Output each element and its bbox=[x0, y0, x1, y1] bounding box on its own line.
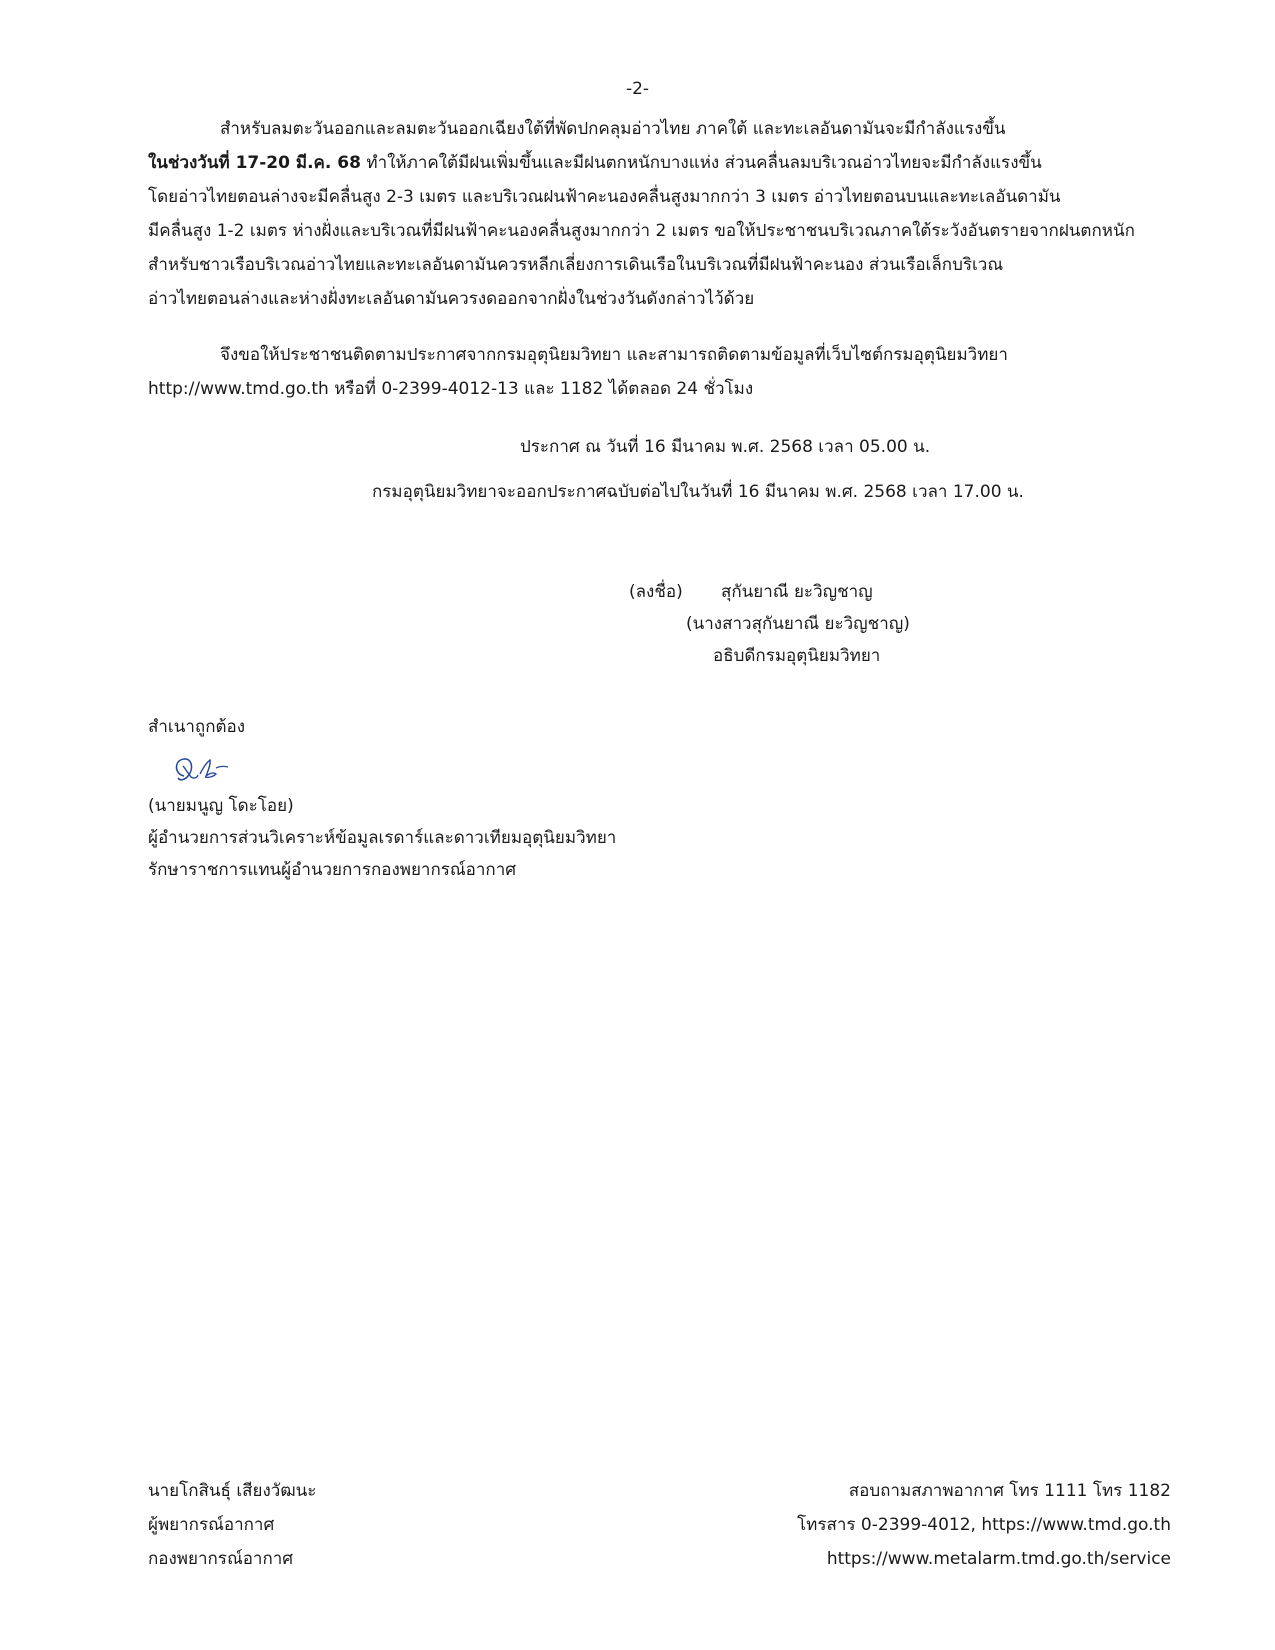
paragraph-follow-announcements bbox=[148, 338, 1130, 406]
signed-label: (ลงชื่อ) bbox=[629, 582, 683, 602]
certifier-name: (นายมนูญ โดะโอย) bbox=[148, 796, 294, 816]
footer-forecaster bbox=[148, 1474, 316, 1576]
certifier-position: ผู้อำนวยการส่วนวิเคราะห์ข้อมูลเรดาร์และดาวเทียมอุตุนิยมวิทยา bbox=[148, 828, 617, 848]
paragraph-wind-warning bbox=[148, 112, 1135, 316]
footer-contact bbox=[797, 1474, 1171, 1576]
forecaster-title: ผู้พยากรณ์อากาศ bbox=[148, 1515, 275, 1535]
contact-phone: สอบถามสภาพอากาศ โทร 1111 โทร 1182 bbox=[848, 1481, 1171, 1501]
paragraph-line: โดยอ่าวไทยตอนล่างจะมีคลื่นสูง 2-3 เมตร และบริเวณฝนฟ้าคะนองคลื่นสูงมากกว่า 3 เมตร อ่าวไทยตอนบนและทะเลอันดามัน bbox=[148, 187, 1061, 207]
signed-name: สุกันยาณี ยะวิญชาญ bbox=[721, 582, 873, 602]
paragraph-line: มีคลื่นสูง 1-2 เมตร ห่างฝั่งและบริเวณที่มีฝนฟ้าคะนองคลื่นสูงมากกว่า 2 เมตร ขอให้ประชาชนบริเวณภาคใต้ระวังอันตรายจากฝนตกหนัก bbox=[148, 221, 1135, 241]
announcement-date: ประกาศ ณ วันที่ 16 มีนาคม พ.ศ. 2568 เวลา 05.00 น. bbox=[520, 437, 931, 457]
paragraph-line: สำหรับชาวเรือบริเวณอ่าวไทยและทะเลอันดามันควรหลีกเลี่ยงการเดินเรือในบริเวณที่มีฝนฟ้าคะนอง ส่วนเรือเล็กบริเวณ bbox=[148, 255, 1004, 275]
certified-copy-label: สำเนาถูกต้อง bbox=[148, 717, 246, 737]
paragraph-text: ทำให้ภาคใต้มีฝนเพิ่มขึ้นและมีฝนตกหนักบางแห่ง ส่วนคลื่นลมบริเวณอ่าวไทยจะมีกำลังแรงขึ้น bbox=[360, 153, 1042, 173]
next-announcement-note: กรมอุตุนิยมวิทยาจะออกประกาศฉบับต่อไปในวันที่ 16 มีนาคม พ.ศ. 2568 เวลา 17.00 น. bbox=[372, 482, 1024, 502]
handwritten-signature bbox=[170, 754, 232, 788]
signatory-full-name: (นางสาวสุกันยาณี ยะวิญชาญ) bbox=[686, 614, 910, 634]
paragraph-line bbox=[148, 146, 1130, 180]
contact-fax-website: โทรสาร 0-2399-4012, https://www.tmd.go.th bbox=[797, 1515, 1171, 1535]
paragraph-line: http://www.tmd.go.th หรือที่ 0-2399-4012-13 และ 1182 ได้ตลอด 24 ชั่วโมง bbox=[148, 379, 754, 399]
paragraph-line: จึงขอให้ประชาชนติดตามประกาศจากกรมอุตุนิยมวิทยา และสามารถติดตามข้อมูลที่เว็บไซต์กรมอุตุนิยมวิทยา bbox=[220, 345, 1008, 365]
paragraph-line: สำหรับลมตะวันออกและลมตะวันออกเฉียงใต้ที่พัดปกคลุมอ่าวไทย ภาคใต้ และทะเลอันดามันจะมีกำลังแรงขึ้น bbox=[220, 119, 1006, 139]
contact-service-url: https://www.metalarm.tmd.go.th/service bbox=[826, 1549, 1171, 1569]
signatory-position: อธิบดีกรมอุตุนิยมวิทยา bbox=[713, 646, 881, 666]
paragraph-line: อ่าวไทยตอนล่างและห่างฝั่งทะเลอันดามันควรงดออกจากฝั่งในช่วงวันดังกล่าวไว้ด้วย bbox=[148, 289, 755, 309]
forecaster-division: กองพยากรณ์อากาศ bbox=[148, 1549, 294, 1569]
certifier-acting-position: รักษาราชการแทนผู้อำนวยการกองพยากรณ์อากาศ bbox=[148, 860, 517, 880]
forecaster-name: นายโกสินธุ์ เสียงวัฒนะ bbox=[148, 1481, 317, 1501]
page-number: -2- bbox=[625, 79, 650, 99]
date-range-highlight: ในช่วงวันที่ 17-20 มี.ค. 68 bbox=[148, 153, 361, 173]
